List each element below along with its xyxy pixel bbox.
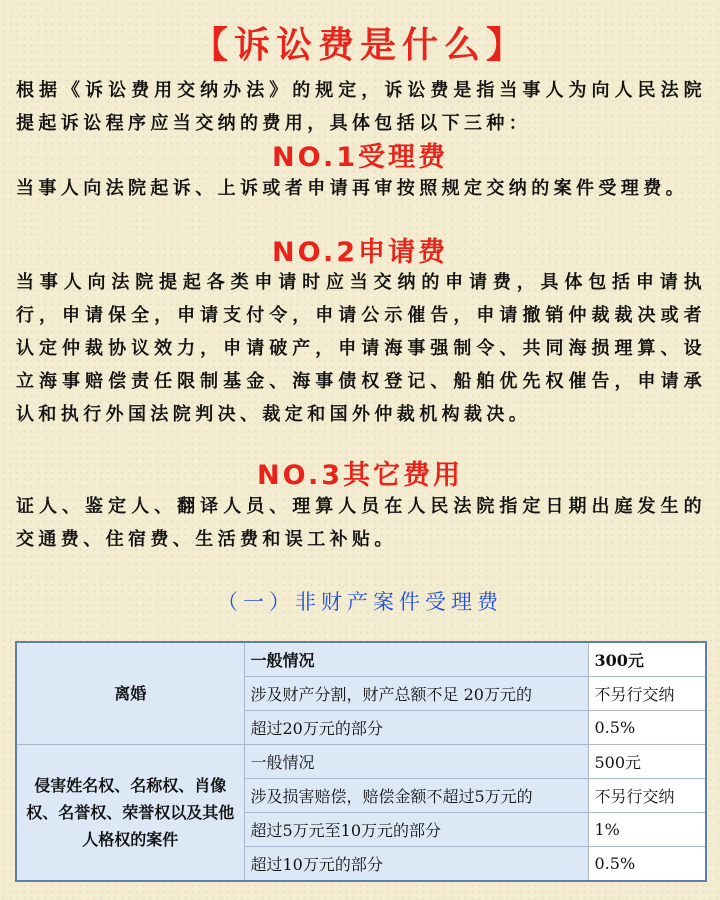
condition-cell: 超过10万元的部分 bbox=[244, 847, 588, 882]
section-heading-1: NO.1受理费 bbox=[272, 142, 448, 173]
table-title: （一）非财产案件受理费 bbox=[217, 590, 503, 614]
section-text-3: 证人、鉴定人、翻译人员、理算人员在人民法院指定日期出庭发生的交通费、住宿费、生活费和误工补贴。 bbox=[16, 496, 706, 550]
fee-cell: 0.5% bbox=[588, 711, 706, 745]
condition-cell: 一般情况 bbox=[244, 642, 588, 677]
section-heading-3: NO.3其它费用 bbox=[257, 460, 463, 491]
fee-cell: 不另行交纳 bbox=[588, 779, 706, 813]
fee-cell: 0.5% bbox=[588, 847, 706, 882]
page-title: 【诉讼费是什么】 bbox=[191, 25, 528, 66]
section-heading-2: NO.2申请费 bbox=[272, 237, 448, 268]
fee-cell: 1% bbox=[588, 813, 706, 847]
condition-cell: 涉及损害赔偿，赔偿金额不超过5万元的 bbox=[244, 779, 588, 813]
fee-cell: 500元 bbox=[588, 745, 706, 779]
fee-cell: 不另行交纳 bbox=[588, 677, 706, 711]
fee-cell: 300元 bbox=[588, 642, 706, 677]
section-text-2: 当事人向法院提起各类申请时应当交纳的申请费，具体包括申请执行，申请保全，申请支付令，申请公示催告，申请撤销仲裁裁决或者认定仲裁协议效力，申请破产，申请海事强制令、共同海损理算、设立海事赔偿责任限制基金、海事债权登记、船舶优先权催告，申请承认和执行外国法院判决、裁定和国外仲裁机构裁决。 bbox=[16, 272, 706, 425]
case-personality-rights: 侵害姓名权、名称权、肖像权、名誉权、荣誉权以及其他人格权的案件 bbox=[16, 745, 244, 882]
condition-cell: 超过20万元的部分 bbox=[244, 711, 588, 745]
table-row bbox=[16, 745, 706, 779]
table-row bbox=[16, 642, 706, 677]
case-divorce: 离婚 bbox=[16, 642, 244, 745]
fee-table bbox=[15, 641, 707, 882]
condition-cell: 一般情况 bbox=[244, 745, 588, 779]
condition-cell: 涉及财产分割，财产总额不足 20万元的 bbox=[244, 677, 588, 711]
intro-paragraph: 根据《诉讼费用交纳办法》的规定，诉讼费是指当事人为向人民法院提起诉讼程序应当交纳的费用，具体包括以下三种： bbox=[16, 80, 706, 134]
section-text-1: 当事人向法院起诉、上诉或者申请再审按照规定交纳的案件受理费。 bbox=[16, 178, 688, 199]
condition-cell: 超过5万元至10万元的部分 bbox=[244, 813, 588, 847]
